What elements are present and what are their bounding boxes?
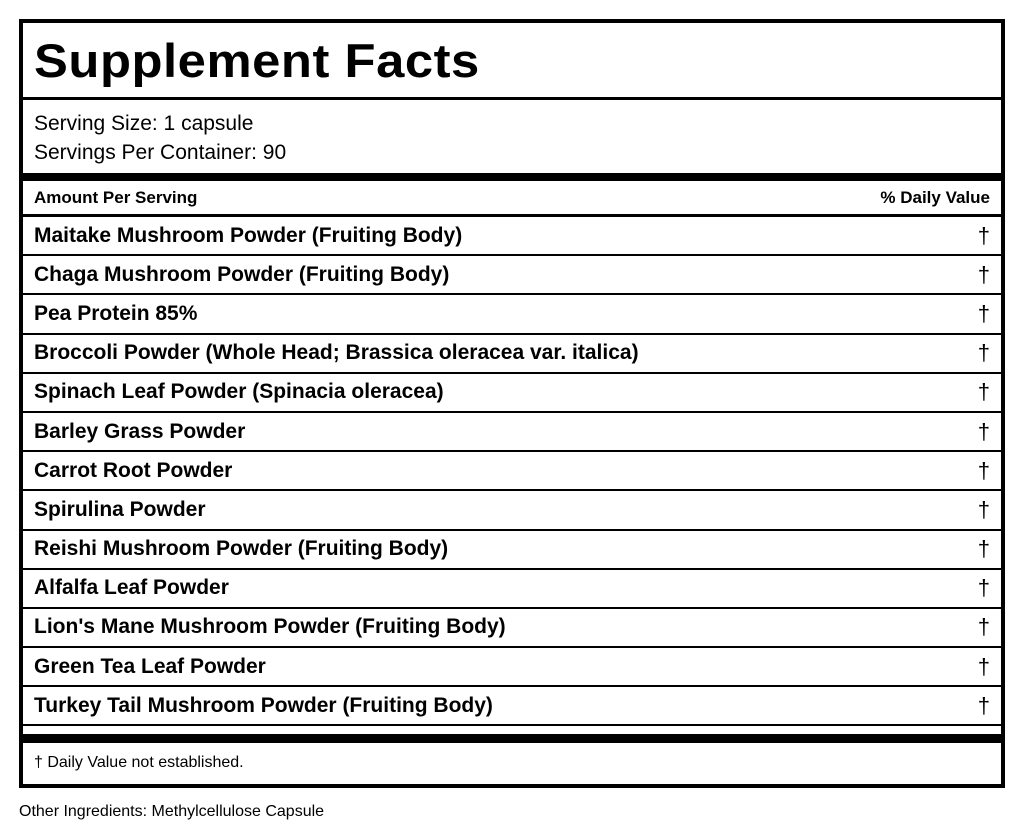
serving-size: Serving Size: 1 capsule (34, 112, 254, 135)
ingredient-daily-value: † (977, 496, 990, 522)
ingredient-row (23, 687, 1001, 726)
supplement-facts-panel (19, 19, 1005, 788)
ingredient-name: Green Tea Leaf Powder (34, 654, 266, 678)
panel-title: Supplement Facts (34, 33, 480, 87)
ingredient-name: Broccoli Powder (Whole Head; Brassica oleracea var. italica) (34, 341, 639, 365)
ingredient-name: Chaga Mushroom Powder (Fruiting Body) (34, 262, 450, 286)
ingredient-row (23, 609, 1001, 648)
ingredient-row (23, 413, 1001, 452)
ingredient-name: Alfalfa Leaf Powder (34, 576, 229, 600)
ingredient-row (23, 335, 1001, 374)
thick-divider (23, 173, 1001, 181)
ingredient-row (23, 374, 1001, 413)
ingredient-daily-value: † (977, 418, 990, 444)
ingredient-daily-value: † (977, 261, 990, 287)
serving-info (23, 100, 1001, 173)
ingredient-daily-value: † (977, 614, 990, 640)
ingredient-row (23, 295, 1001, 334)
ingredient-daily-value: † (977, 575, 990, 601)
ingredient-row (23, 217, 1001, 256)
ingredient-name: Lion's Mane Mushroom Powder (Fruiting Body) (34, 615, 506, 639)
title-row (23, 23, 1001, 100)
ingredient-name: Turkey Tail Mushroom Powder (Fruiting Body) (34, 693, 493, 717)
ingredient-daily-value: † (977, 300, 990, 326)
ingredient-daily-value: † (977, 653, 990, 679)
ingredient-name: Pea Protein 85% (34, 301, 198, 325)
ingredient-daily-value: † (977, 457, 990, 483)
servings-per-container: Servings Per Container: 90 (34, 141, 287, 164)
ingredient-daily-value: † (977, 536, 990, 562)
amount-per-serving-label: Amount Per Serving (34, 187, 198, 207)
ingredient-row (23, 570, 1001, 609)
daily-value-label: % Daily Value (880, 187, 990, 207)
ingredient-daily-value: † (977, 379, 990, 405)
ingredient-daily-value: † (977, 222, 990, 248)
ingredient-row (23, 648, 1001, 687)
ingredient-name: Reishi Mushroom Powder (Fruiting Body) (34, 537, 449, 561)
ingredient-name: Barley Grass Powder (34, 419, 246, 443)
ingredient-daily-value: † (977, 692, 990, 718)
ingredient-row (23, 531, 1001, 570)
ingredient-daily-value: † (977, 340, 990, 366)
spacer (23, 726, 1001, 734)
footnote: † Daily Value not established. (34, 754, 244, 772)
ingredient-list (23, 217, 1001, 726)
thick-divider-bottom (23, 734, 1001, 743)
ingredient-name: Spinach Leaf Powder (Spinacia oleracea) (34, 380, 444, 404)
ingredient-row (23, 256, 1001, 295)
ingredient-name: Carrot Root Powder (34, 458, 233, 482)
amount-header-row (23, 181, 1001, 217)
ingredient-row (23, 491, 1001, 530)
ingredient-row (23, 452, 1001, 491)
ingredient-name: Spirulina Powder (34, 497, 206, 521)
other-ingredients: Other Ingredients: Methylcellulose Capsule (19, 803, 325, 820)
ingredient-name: Maitake Mushroom Powder (Fruiting Body) (34, 223, 463, 247)
